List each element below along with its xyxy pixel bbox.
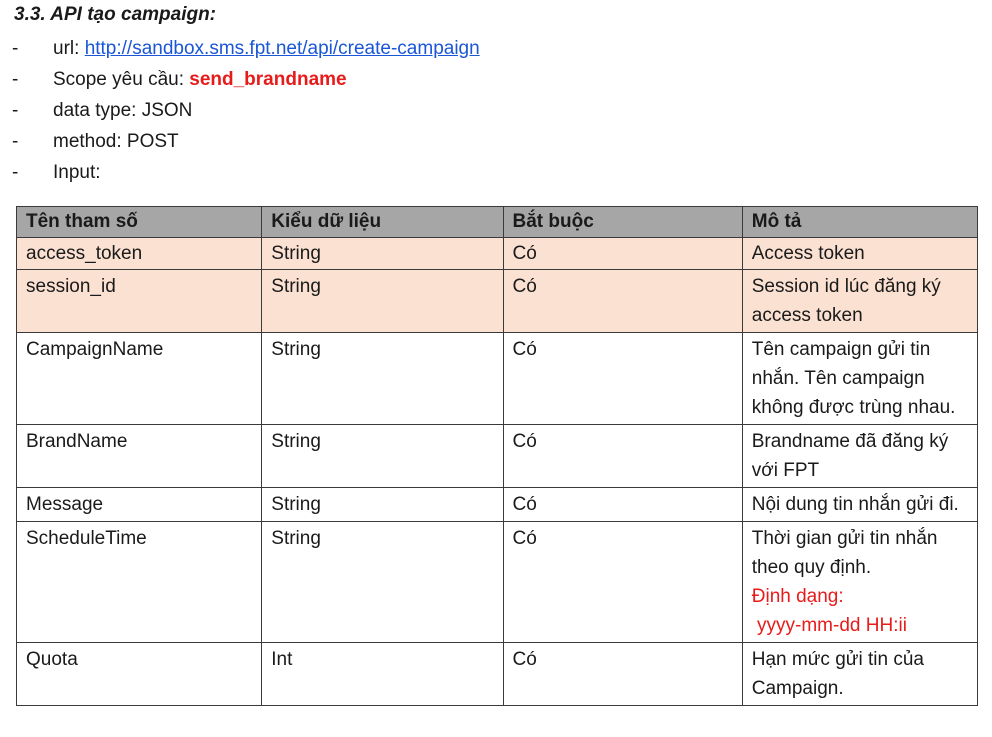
param-required: Có — [503, 522, 742, 643]
input-params-table — [16, 206, 978, 706]
spec-bullet-list — [12, 35, 480, 190]
header-required: Bắt buộc — [503, 207, 742, 238]
bullet-scope — [12, 66, 480, 97]
param-name: Quota — [17, 643, 262, 706]
format-note-label: Định dạng: — [751, 586, 844, 607]
param-type: String — [262, 333, 503, 425]
header-param-name: Tên tham số — [17, 207, 262, 238]
bullet-dash: - — [12, 162, 19, 183]
header-description: Mô tả — [742, 207, 977, 238]
bullet-label: Scope yêu cầu: — [53, 69, 190, 90]
param-desc: Tên campaign gửi tin nhắn. Tên campaign không được trùng nhau. — [742, 333, 977, 425]
param-type: String — [262, 270, 503, 333]
param-type: String — [262, 522, 503, 643]
bullet-data-type — [12, 97, 480, 128]
scope-value: send_brandname — [189, 69, 347, 90]
bullet-url — [12, 35, 480, 66]
param-type: String — [262, 488, 503, 522]
table-row — [17, 270, 978, 333]
bullet-dash: - — [12, 69, 19, 90]
header-data-type: Kiểu dữ liệu — [262, 207, 503, 238]
table-row — [17, 488, 978, 522]
api-url-link[interactable]: http://sandbox.sms.fpt.net/api/create-campaign — [84, 38, 480, 59]
param-name: session_id — [17, 270, 262, 333]
bullet-label: Input: — [53, 162, 101, 183]
table-row — [17, 333, 978, 425]
param-required: Có — [503, 238, 742, 270]
section-heading: 3.3. API tạo campaign: — [14, 4, 217, 25]
bullet-dash: - — [12, 131, 19, 152]
format-note-value: yyyy-mm-dd HH:ii — [751, 615, 907, 636]
param-required: Có — [503, 643, 742, 706]
param-type: Int — [262, 643, 503, 706]
bullet-dash: - — [12, 38, 19, 59]
param-desc: Thời gian gửi tin nhắn theo quy định. — [751, 528, 938, 578]
param-type: String — [262, 425, 503, 488]
bullet-input — [12, 159, 480, 190]
table-header-row — [17, 207, 978, 238]
param-desc: Hạn mức gửi tin của Campaign. — [742, 643, 977, 706]
param-name: CampaignName — [17, 333, 262, 425]
param-type: String — [262, 238, 503, 270]
table-row — [17, 522, 978, 643]
param-desc-cell — [742, 522, 977, 643]
table-row — [17, 238, 978, 270]
param-required: Có — [503, 488, 742, 522]
param-desc: Session id lúc đăng ký access token — [742, 270, 977, 333]
bullet-dash: - — [12, 100, 19, 121]
bullet-label: data type: JSON — [53, 100, 193, 121]
param-required: Có — [503, 333, 742, 425]
param-desc: Access token — [742, 238, 977, 270]
param-name: BrandName — [17, 425, 262, 488]
param-name: ScheduleTime — [17, 522, 262, 643]
param-required: Có — [503, 270, 742, 333]
bullet-label: method: POST — [53, 131, 179, 152]
bullet-label: url: — [53, 38, 85, 59]
param-name: Message — [17, 488, 262, 522]
param-desc: Nội dung tin nhắn gửi đi. — [742, 488, 977, 522]
param-name: access_token — [17, 238, 262, 270]
param-required: Có — [503, 425, 742, 488]
table-row — [17, 425, 978, 488]
bullet-method — [12, 128, 480, 159]
table-row — [17, 643, 978, 706]
param-desc: Brandname đã đăng ký với FPT — [742, 425, 977, 488]
